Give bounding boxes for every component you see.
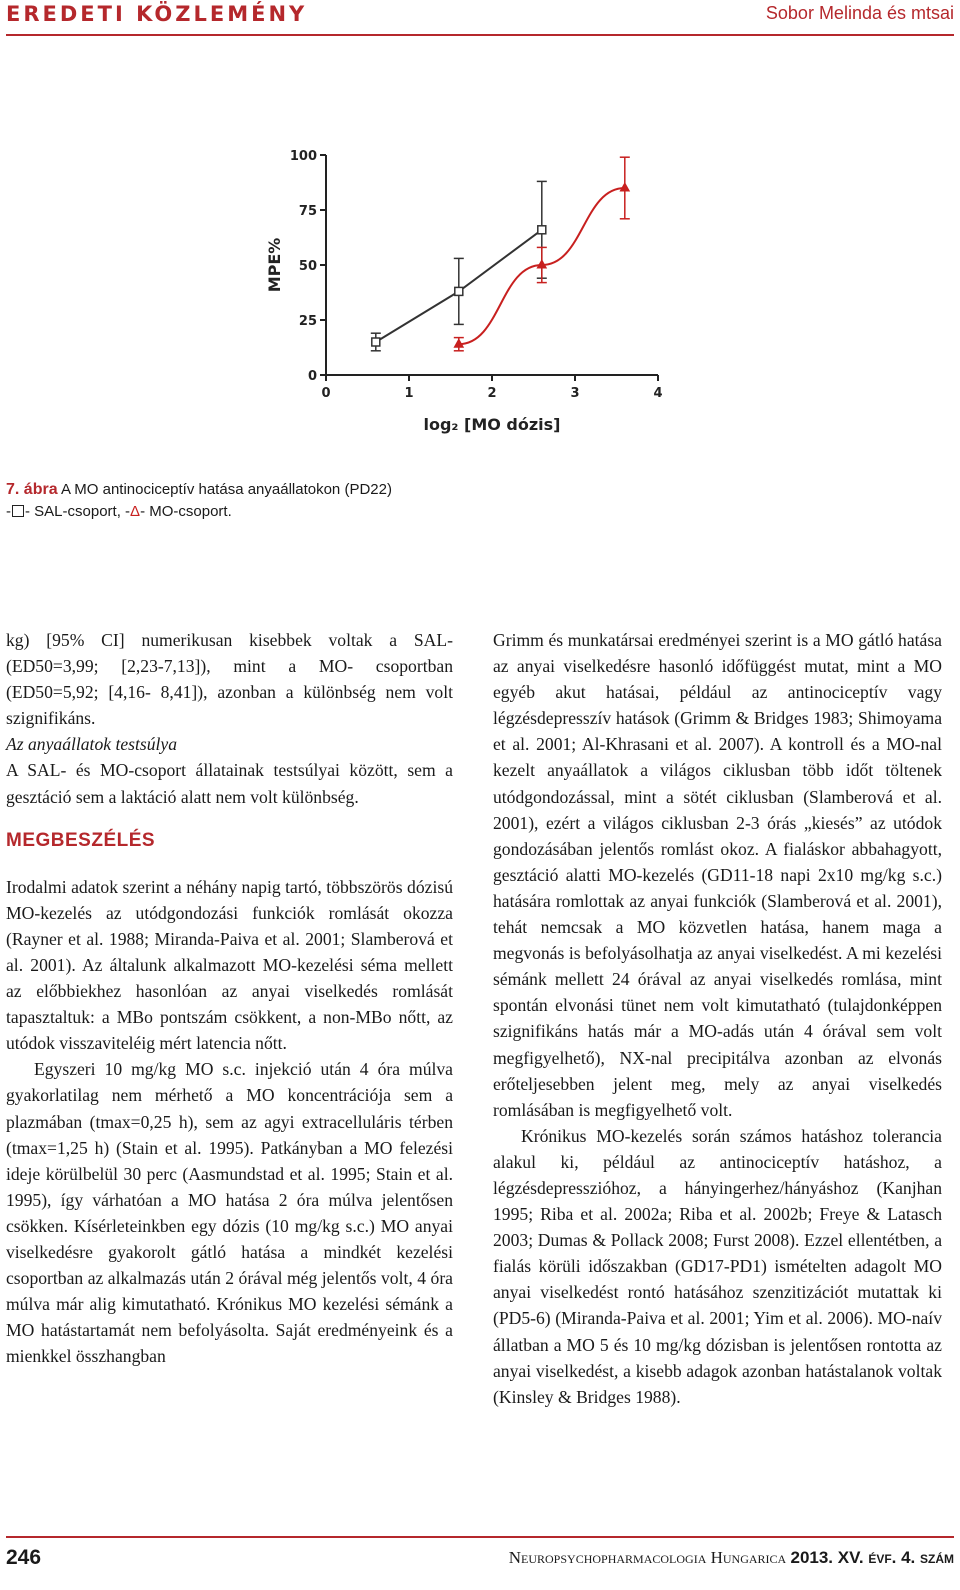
section-title-discussion: MEGBESZÉLÉS	[6, 829, 156, 851]
right-column	[493, 627, 942, 1410]
paragraph: A SAL- és MO-csoport állatainak testsúlyai között, sem a gesztáció sem a laktáció alatt nem volt különbség.	[6, 760, 453, 807]
y-tick-label: 100	[289, 149, 317, 164]
page-number: 246	[6, 1546, 42, 1569]
x-tick-label: 2	[487, 386, 497, 401]
page-footer	[6, 1536, 954, 1588]
section-label: EREDETI KÖZLEMÉNY	[6, 2, 308, 26]
triangle-marker-icon: Δ	[130, 503, 141, 520]
x-tick-label: 3	[570, 386, 580, 401]
journal-name: Neuropsychopharmacologia Hungarica	[508, 1548, 787, 1567]
y-tick-label: 75	[298, 204, 317, 219]
data-point-triangle	[620, 183, 629, 191]
caption-title: A MO antinociceptív hatása anyaállatokon (PD22)	[60, 481, 392, 498]
y-tick-label: 50	[298, 259, 317, 274]
data-point-square	[538, 226, 546, 234]
page-header	[6, 0, 954, 36]
data-point-square	[372, 338, 380, 346]
square-marker-icon	[12, 505, 24, 517]
data-point-square	[455, 287, 463, 295]
y-tick-label: 25	[298, 314, 317, 329]
subheading-body-weight: Az anyaállatok testsúlya	[6, 734, 178, 755]
x-tick-label: 1	[404, 386, 414, 401]
paragraph: Krónikus MO-kezelés során számos hatáshoz tolerancia alakul ki, például az antinociceptív hatáshoz, a légzésdepresszióhoz, a hányingerhez/hányáshoz (Kanjhan 1995; Riba et al. 2002a; Riba et al. 2002b; Freye & Latasch 2003; Dumas & Pollack 2008; Furst 2008). Ezzel ellentétben, a fialás körüli időszakban (GD17-PD1) ismételten adagolt MO anyai viselkedést rontó hatásához szenzitizációt mutattak ki (PD5-6) (Miranda-Paiva et al. 2001; Yim et al. 2006). MO-naív állatban a MO 5 és 10 mg/kg dózisban is jelentősen rontotta az anyai viselkedést, a kisebb adagok azonban hatástalanok voltak (Kinsley & Bridges 1988).	[493, 1125, 942, 1407]
journal-issue: 2013. XV. évf. 4. szám	[790, 1548, 954, 1567]
paragraph: Irodalmi adatok szerint a néhány napig tartó, többszörös dózisú MO-kezelés az utódgondozási funkciók romlását okozza (Rayner et al. 1988; Miranda-Paiva et al. 2001; Slamberová et al. 2001). Az általunk alkalmazott MO-kezelési séma mellett az előbbiekhez hasonlóan az anyai viselkedés romlását tapasztaltuk: a MBo pontszám csökkent, a non-MBo nőtt, az utódok visszaviteléig mért latencia nőtt.	[6, 876, 453, 1054]
left-column	[6, 627, 453, 1369]
paragraph: Grimm és munkatársai eredményei szerint is a MO gátló hatása az anyai viselkedésre hasonló időfüggést mutat, mint a MO egyéb akut hatásai, például az antinociceptív vagy légzésdepresszív hatások (Grimm & Bridges 1983; Shimoyama et al. 2001; Al-Khrasani et al. 2007). A kontroll és a MO-nal kezelt anyaállatok a világos ciklusban több időt töltenek utódgondozással, mint a sötét ciklusban (Slamberová et al. 2001), ezért a világos ciklusban 2-3 órás „kiesés” az utódok gondozásában jelentős romlást okoz. A fialáskor abbahagyott, gesztáció alatti MO-kezelés (GD11-18 napi 2x10 mg/kg s.c.) hatására romlottak az anyai funkciók (Slamberová et al. 2001), tehát nemcsak a MO közvetlen hatása, hanem maga a megvonás is befolyásolhatja az anyai viselkedést. A mi kezelési sémánk mellett 24 órával az anyai viselkedés romlása, mint spontán elvonási tünet nem volt kimutatható (tulajdonképpen szignifikáns hatás már a MO-adás után 4 órával sem volt megfigyelhető), NX-nal precipitálva azonban az elvonás erőteljesebben jelent meg, mely az anyai viselkedés romlásában is megfigyelhető volt.	[493, 630, 942, 1120]
caption-number: 7. ábra	[6, 481, 58, 498]
journal-citation	[509, 1548, 954, 1568]
x-tick-label: 4	[653, 386, 663, 401]
y-axis-label: MPE%	[265, 237, 284, 293]
figure-caption: 7. ábra A MO antinociceptív hatása anyaállatokon (PD22) - - SAL-csoport, -Δ- MO-csoport.	[6, 481, 392, 520]
running-authors: Sobor Melinda és mtsai	[765, 3, 954, 23]
figure-7	[250, 140, 680, 450]
x-tick-label: 0	[321, 386, 331, 401]
legend-sal: - SAL-csoport,	[25, 503, 121, 520]
x-axis-label: log₂ [MO dózis]	[423, 415, 561, 434]
y-tick-label: 0	[307, 369, 317, 384]
legend-mo: - MO-csoport.	[140, 503, 232, 520]
mpe-dose-chart	[250, 140, 680, 450]
paragraph: Egyszeri 10 mg/kg MO s.c. injekció után 4 óra múlva gyakorlatilag nem mérhető a MO koncentrációja sem a plazmában (tmax=0,25 h), sem az agyi extracelluláris térben (tmax=1,25 h) (Stain et al. 1995). Patkányban a MO felezési ideje körülbelül 30 perc (Aasmundstad et al. 1995; Stain et al. 1995), így várhatóan a MO hatása 2 óra múlva jelentősen csökken. Kísérleteinkben egy dózis (10 mg/kg s.c.) MO anyai viselkedésre gyakorolt gátló hatása a mindkét kezelési csoportban az alkalmazás után 2 órával még jelentős volt, 4 óra múlva már alig kimutatható. Krónikus MO kezelési sémánk a MO hatástartamát nem befolyásolta. Saját eredményeink és a mienkkel összhangban	[6, 1059, 453, 1367]
paragraph: kg) [95% CI] numerikusan kisebbek voltak a SAL- (ED50=3,99; [2,23-7,13]), mint a MO- csoportban (ED50=5,92; [4,16- 8,41]), azonban a különbség nem volt szignifikáns.	[6, 630, 453, 729]
